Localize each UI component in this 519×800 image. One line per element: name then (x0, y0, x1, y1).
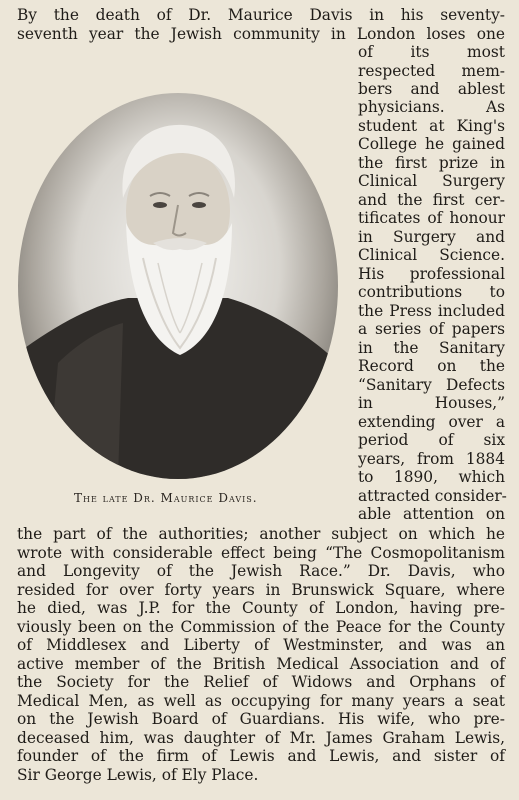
article-line: period of six (358, 431, 505, 449)
article-line: of its most (358, 43, 505, 61)
article-line: respected mem- (358, 62, 505, 80)
article-line: seventh year the Jewish community in London loses one (17, 25, 505, 43)
article-line: Clinical Surgery (358, 172, 505, 190)
portrait-caption: The late Dr. Maurice Davis. (74, 491, 258, 505)
article-line: founder of the firm of Lewis and Lewis, and sister of (17, 747, 505, 765)
article-line: deceased him, was daughter of Mr. James Graham Lewis, (17, 729, 505, 747)
article-line: in Houses,” (358, 394, 505, 412)
article-line: His professional (358, 265, 505, 283)
article-line: on the Jewish Board of Guardians. His wife, who pre- (17, 710, 505, 728)
article-line: Clinical Science. (358, 246, 505, 264)
article-line: active member of the British Medical Association and of (17, 655, 505, 673)
article-line: extending over a (358, 413, 505, 431)
article-line: a series of papers (358, 320, 505, 338)
article-line: physicians. As (358, 98, 505, 116)
article-line: Medical Men, as well as occupying for many years a seat (17, 692, 505, 710)
article-line: tificates of honour (358, 209, 505, 227)
article-line: viously been on the Commission of the Peace for the County (17, 618, 505, 636)
article-line: contributions to (358, 283, 505, 301)
article-line: “Sanitary Defects (358, 376, 505, 394)
article-line: years, from 1884 (358, 450, 505, 468)
article-line: the Press included (358, 302, 505, 320)
article-line: and Longevity of the Jewish Race.” Dr. Davis, who (17, 562, 505, 580)
article-line: Record on the (358, 357, 505, 375)
article-line: able attention on (358, 505, 505, 523)
article-line: in the Sanitary (358, 339, 505, 357)
portrait-image (18, 93, 338, 479)
article-line: and the first cer- (358, 191, 505, 209)
article-line: to 1890, which (358, 468, 505, 486)
article-line: the first prize in (358, 154, 505, 172)
article-line: he died, was J.P. for the County of London, having pre- (17, 599, 505, 617)
article-line: in Surgery and (358, 228, 505, 246)
article-line: Sir George Lewis, of Ely Place. (17, 766, 259, 784)
article-line: the Society for the Relief of Widows and Orphans of (17, 673, 505, 691)
article-line: student at King's (358, 117, 505, 135)
article-line: the part of the authorities; another subject on which he (17, 525, 505, 543)
article-line: resided for over forty years in Brunswick Square, where (17, 581, 505, 599)
article-line: By the death of Dr. Maurice Davis in his seventy- (17, 6, 505, 24)
article-line: College he gained (358, 135, 505, 153)
article-line: attracted consider- (358, 487, 507, 505)
article-line: wrote with considerable effect being “The Cosmopolitanism (17, 544, 505, 562)
article-line: bers and ablest (358, 80, 505, 98)
article-line: of Middlesex and Liberty of Westminster, and was an (17, 636, 505, 654)
